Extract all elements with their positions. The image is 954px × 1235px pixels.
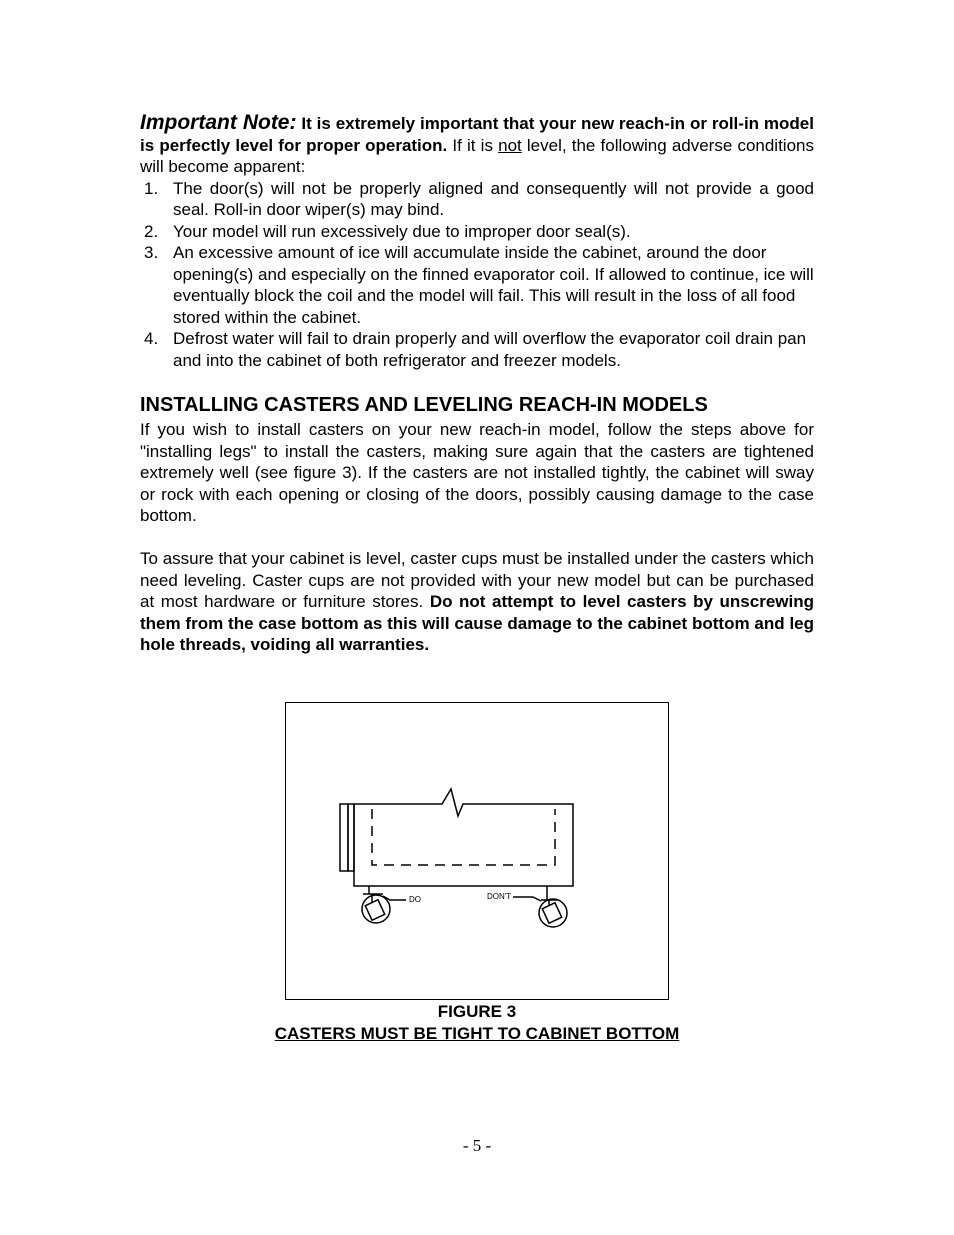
list-item-text: Defrost water will fail to drain properly and will overflow the evaporator coil drain pan and into the cabinet of both refrigerator and freezer models. xyxy=(173,329,807,370)
list-item-text: The door(s) will not be properly aligned and consequently will not provide a good seal. Roll-in door wiper(s) may bind. xyxy=(173,178,814,219)
caster-hub-do xyxy=(365,900,384,920)
label-do: DO xyxy=(409,895,421,904)
leader-line-dont xyxy=(513,897,541,901)
list-item-number: 2. xyxy=(144,221,159,241)
section-paragraph-2-warning: Do not attempt to level casters by unscrewing them from the case bottom as this will cause damage to the cabinet bottom and leg hole threads, voiding all warranties. xyxy=(140,592,814,654)
section-paragraph-1: If you wish to install casters on your new reach-in model, follow the steps above for "installing legs" to install the casters, making sure again that the casters are tightened extremely well (see figure 3). If the casters are not installed tightly, the cabinet will sway or rock with each opening or closing of the doors, possibly causing damage to the case bottom. xyxy=(140,420,814,525)
cabinet-outline xyxy=(354,789,573,886)
important-note-text-before: If it is xyxy=(447,135,499,155)
list-item-number: 3. xyxy=(144,243,159,262)
list-item xyxy=(140,178,814,221)
page-number: - 5 - xyxy=(462,1136,492,1155)
paragraph-spacer xyxy=(140,527,814,549)
list-item-text: Your model will run excessively due to improper door seal(s). xyxy=(173,221,631,241)
door-frame xyxy=(348,804,354,871)
section-heading: INSTALLING CASTERS AND LEVELING REACH-IN MODELS xyxy=(140,394,708,416)
important-note-lead: Important Note: xyxy=(140,111,297,134)
important-note xyxy=(140,112,814,178)
important-note-bold: It is extremely important that your new reach-in or roll-in model is perfectly level for proper operation. xyxy=(140,114,814,155)
important-note-text-after: level, the following adverse conditions will become apparent: xyxy=(140,135,814,176)
conditions-list xyxy=(140,178,814,372)
figure-caption-text xyxy=(0,1024,954,1044)
list-item-number: 4. xyxy=(144,329,159,348)
caster-stem-do xyxy=(363,886,383,903)
important-note-underlined: not xyxy=(498,135,522,155)
list-item xyxy=(140,221,814,243)
page-body xyxy=(140,112,814,656)
door-panel xyxy=(340,804,348,871)
list-item xyxy=(140,328,814,371)
cabinet-interior-dashed xyxy=(372,809,555,865)
figure-3-frame xyxy=(285,702,669,1000)
list-item xyxy=(140,242,814,328)
caster-hub-dont xyxy=(542,903,561,923)
caster-diagram xyxy=(286,703,668,999)
list-item-number: 1. xyxy=(144,178,159,198)
section-paragraph-2-text: To assure that your cabinet is level, caster cups must be installed under the casters which need leveling. Caster cups are not provided with your new model but can be purchased at most hardware or furniture stores. xyxy=(140,549,814,611)
list-item-text: An excessive amount of ice will accumulate inside the cabinet, around the door opening(s) and especially on the finned evaporator coil. If allowed to continue, ice will eventually block the coil and the model will fail. This will result in the loss of all food stored within the cabinet. xyxy=(173,243,814,327)
section-paragraph-2 xyxy=(140,548,814,656)
figure-caption-text-underlined: CASTERS MUST BE TIGHT TO CABINET BOTTOM xyxy=(274,1024,680,1043)
figure-caption-title: FIGURE 3 xyxy=(437,1002,517,1021)
label-dont: DON'T xyxy=(487,892,512,901)
